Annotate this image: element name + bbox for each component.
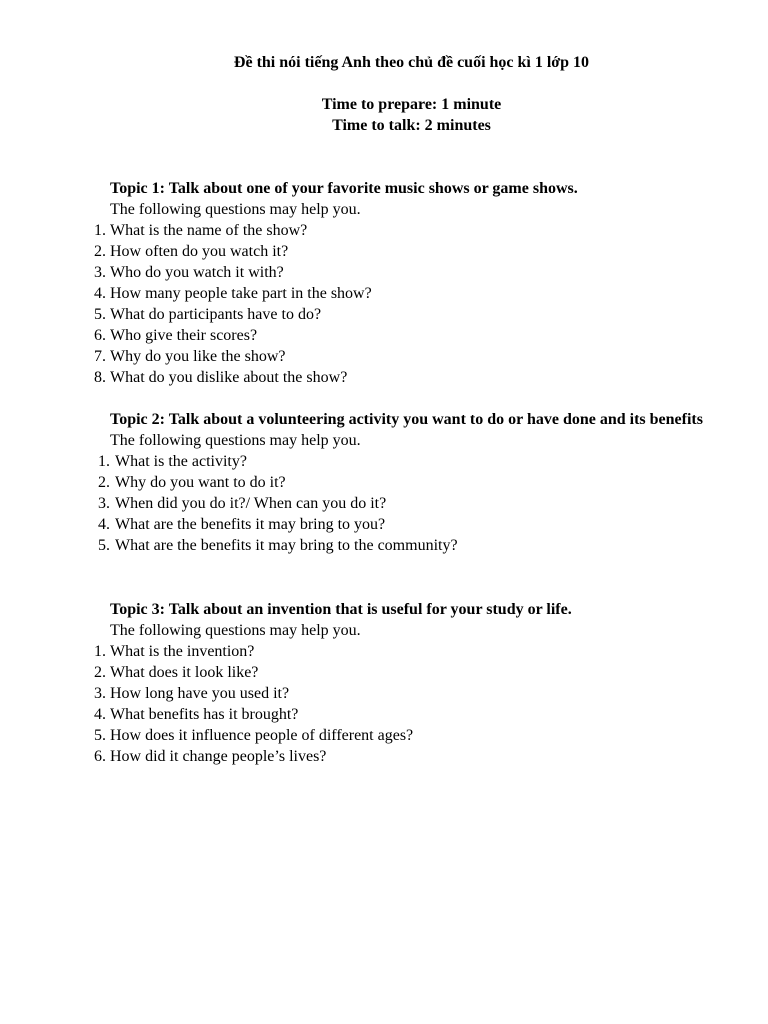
question-text: How often do you watch it? (110, 243, 289, 260)
question-list (94, 220, 710, 388)
question-item (98, 514, 710, 535)
topic-heading: Topic 1: Talk about one of your favorite music shows or game shows. (110, 180, 578, 197)
question-item (94, 241, 710, 262)
question-text: What is the name of the show? (110, 222, 308, 239)
question-text: What benefits has it brought? (110, 706, 299, 723)
question-number: 4. (94, 706, 106, 723)
topic-intro: The following questions may help you. (110, 622, 361, 639)
question-text: Who do you watch it with? (110, 264, 284, 281)
question-item (94, 283, 710, 304)
question-number: 4. (98, 516, 110, 533)
question-number: 4. (94, 285, 106, 302)
question-list (98, 451, 710, 556)
question-item (94, 325, 710, 346)
question-number: 2. (94, 243, 106, 260)
question-item (94, 346, 710, 367)
question-item (94, 641, 710, 662)
topic-1-section (94, 178, 710, 388)
question-number: 6. (94, 327, 106, 344)
question-text: When did you do it?/ When can you do it? (115, 495, 387, 512)
question-text: Why do you want to do it? (115, 474, 286, 491)
question-text: What are the benefits it may bring to you? (115, 516, 386, 533)
topic-heading: Topic 2: Talk about a volunteering activity you want to do or have done and its benefits (110, 411, 703, 428)
question-text: Who give their scores? (110, 327, 258, 344)
question-item (94, 367, 710, 388)
question-item (94, 704, 710, 725)
question-text: What do you dislike about the show? (110, 369, 348, 386)
question-text: What are the benefits it may bring to the community? (115, 537, 458, 554)
topic-intro: The following questions may help you. (110, 432, 361, 449)
topic-intro: The following questions may help you. (110, 201, 361, 218)
question-text: What is the invention? (110, 643, 255, 660)
question-number: 3. (94, 685, 106, 702)
question-text: How many people take part in the show? (110, 285, 372, 302)
question-text: How did it change people’s lives? (110, 748, 327, 765)
question-number: 3. (94, 264, 106, 281)
question-number: 1. (98, 453, 110, 470)
question-item (94, 262, 710, 283)
topic-3-section (94, 599, 710, 767)
question-text: What does it look like? (110, 664, 259, 681)
question-number: 3. (98, 495, 110, 512)
question-item (94, 683, 710, 704)
question-number: 5. (98, 537, 110, 554)
question-item (94, 304, 710, 325)
question-number: 8. (94, 369, 106, 386)
question-text: What is the activity? (115, 453, 247, 470)
question-item (94, 662, 710, 683)
question-item (94, 220, 710, 241)
talk-time: Time to talk: 2 minutes (332, 117, 491, 134)
question-number: 1. (94, 643, 106, 660)
document-title: Đề thi nói tiếng Anh theo chủ đề cuối học kì 1 lớp 10 (233, 54, 590, 71)
question-text: How does it influence people of different ages? (110, 727, 414, 744)
question-item (98, 535, 710, 556)
question-number: 2. (94, 664, 106, 681)
question-number: 1. (94, 222, 106, 239)
question-item (98, 472, 710, 493)
question-item (98, 493, 710, 514)
question-text: What do participants have to do? (110, 306, 322, 323)
question-number: 6. (94, 748, 106, 765)
question-number: 5. (94, 727, 106, 744)
question-item (94, 725, 710, 746)
question-text: How long have you used it? (110, 685, 290, 702)
question-item (94, 746, 710, 767)
question-list (94, 641, 710, 767)
question-text: Why do you like the show? (110, 348, 286, 365)
question-item (98, 451, 710, 472)
question-number: 5. (94, 306, 106, 323)
topic-heading: Topic 3: Talk about an invention that is useful for your study or life. (110, 601, 572, 618)
prepare-time: Time to prepare: 1 minute (321, 96, 502, 113)
question-number: 7. (94, 348, 106, 365)
topic-2-section (98, 409, 710, 556)
question-number: 2. (98, 474, 110, 491)
